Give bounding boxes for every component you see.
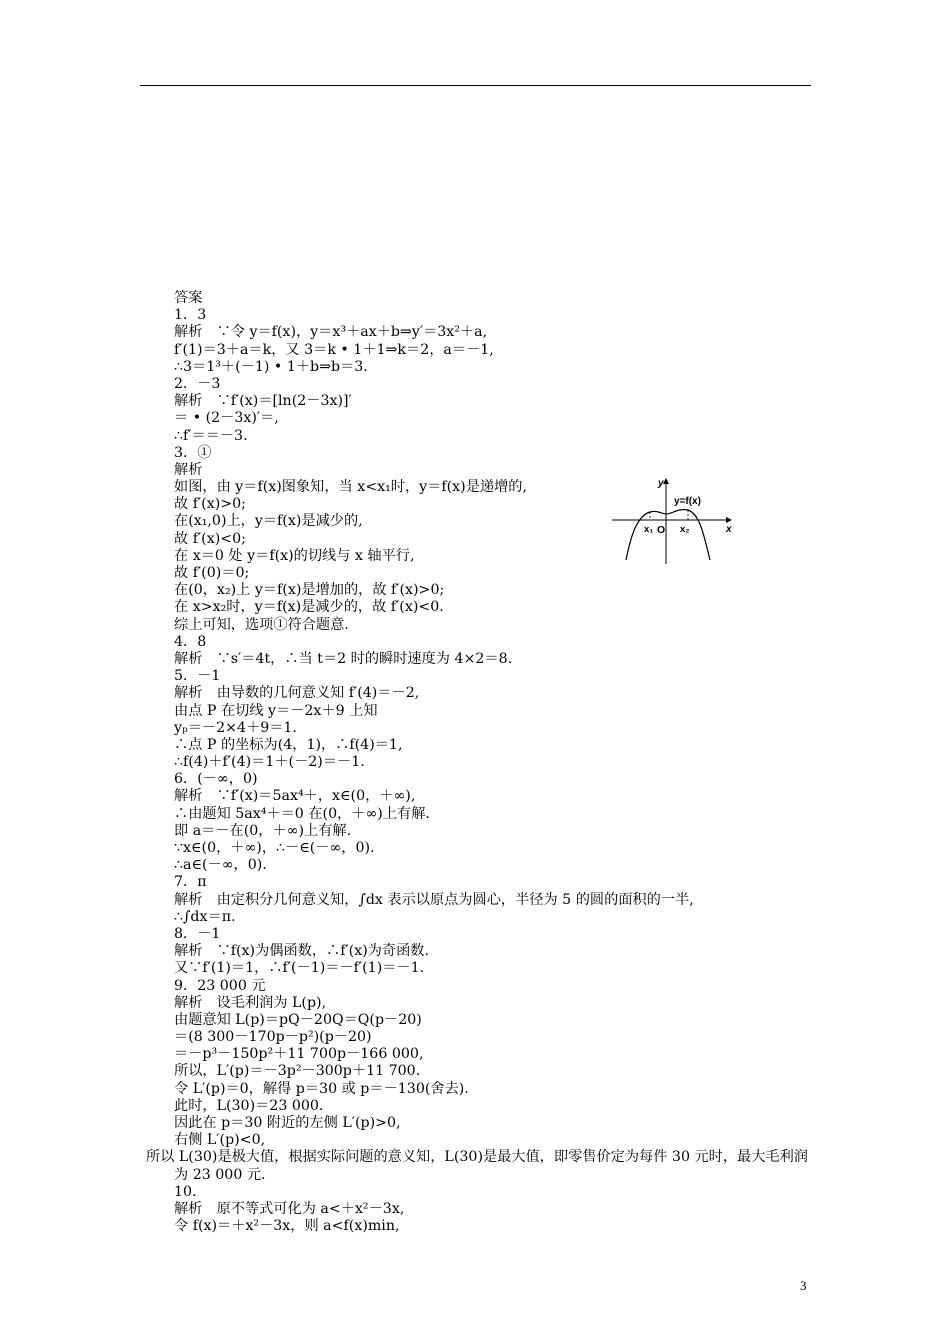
text-line: 故 f′(x)>0; bbox=[174, 496, 246, 513]
x1-label: x₁ bbox=[644, 524, 654, 535]
x-axis-arrow-icon bbox=[726, 517, 732, 523]
text-line: 解析 由导数的几何意义知 f′(4)＝－2, bbox=[174, 685, 420, 702]
text-line: 4．8 bbox=[174, 633, 207, 650]
text-line: 由题意知 L(p)＝pQ－20Q＝Q(p－20) bbox=[174, 1011, 422, 1028]
text-line: 8．－1 bbox=[174, 925, 221, 942]
text-line-wrapped: 所以 L(30)是极大值，根据实际问题的意义知，L(30)是最大值，即零售价定为每件 30 元时，最大毛利润为 23 000 元. bbox=[146, 1149, 808, 1183]
text-line: 解析 ∵f(x)为偶函数，∴f′(x)为奇函数. bbox=[174, 943, 430, 960]
text-line: 在(x₁,0)上，y＝f(x)是减少的, bbox=[174, 513, 363, 530]
text-line: 解析 ∵f′(x)＝5ax⁴＋，x∈(0，＋∞), bbox=[174, 788, 416, 805]
text-line: ∴f(4)＋f′(4)＝1＋(－2)＝－1. bbox=[174, 754, 365, 771]
function-graph bbox=[608, 474, 738, 566]
text-line: 故 f′(x)<0; bbox=[174, 530, 246, 547]
text-line: 2．－3 bbox=[174, 375, 221, 392]
text-line: 故 f′(0)＝0; bbox=[174, 565, 250, 581]
text-line: 令 L′(p)＝0，解得 p＝30 或 p＝－130(舍去). bbox=[174, 1080, 469, 1097]
text-line: 令 f(x)＝＋x²－3x，则 a<f(x)min, bbox=[174, 1218, 400, 1235]
text-line: 9．23 000 元 bbox=[174, 977, 266, 994]
text-line: 解析 原不等式可化为 a<＋x²－3x, bbox=[174, 1200, 405, 1217]
page-number: 3 bbox=[800, 1278, 807, 1293]
text-line: ∴f′＝＝－3. bbox=[174, 427, 248, 444]
curve-label: y=f(x) bbox=[674, 496, 701, 507]
text-line: yₚ＝－2×4＋9＝1. bbox=[174, 719, 297, 736]
text-line: 解析 由定积分几何意义知，∫dx 表示以原点为圆心，半径为 5 的圆的面积的一半, bbox=[174, 891, 694, 908]
text-line: 7．π bbox=[174, 874, 207, 891]
text-line: 如图，由 y＝f(x)图象知，当 x<x₁时，y＝f(x)是递增的, bbox=[174, 479, 527, 496]
function-curve bbox=[626, 510, 710, 560]
text-line: ∴3＝1³＋(－1) • 1＋b⇒b＝3. bbox=[174, 358, 368, 375]
text-line: 综上可知，选项①符合题意. bbox=[174, 616, 349, 633]
x-axis-label: x bbox=[726, 524, 732, 535]
text-line: 由点 P 在切线 y＝－2x＋9 上知 bbox=[174, 702, 378, 719]
text-line: 在(0，x₂)上 y＝f(x)是增加的，故 f′(x)>0; bbox=[174, 582, 445, 599]
text-line: 又∵f′(1)＝1，∴f′(－1)＝－f′(1)＝－1. bbox=[174, 960, 425, 977]
origin-label: O bbox=[657, 524, 666, 536]
y-axis-label: y bbox=[658, 478, 664, 489]
header-rule bbox=[140, 85, 811, 86]
text-line: 因此在 p＝30 附近的左侧 L′(p)>0, bbox=[174, 1115, 401, 1131]
text-line: f′(1)＝3＋a＝k，又 3＝k • 1＋1⇒k＝2，a＝－1, bbox=[174, 341, 494, 358]
text-line: 6．(－∞，0) bbox=[174, 771, 258, 788]
text-line: ＝－p³－150p²＋11 700p－166 000, bbox=[174, 1046, 424, 1063]
text-line: ∴由题知 5ax⁴＋＝0 在(0，＋∞)上有解. bbox=[174, 805, 430, 822]
text-line: 解析 ∵令 y＝f(x)，y＝x³＋ax＋b⇒y′＝3x²＋a, bbox=[174, 324, 488, 341]
text-line: ＝ • (2－3x)′＝, bbox=[174, 410, 279, 427]
text-line: 在 x>x₂时，y＝f(x)是减少的，故 f′(x)<0. bbox=[174, 599, 444, 616]
text-line: 此时，L(30)＝23 000. bbox=[174, 1097, 324, 1114]
y-axis-arrow-icon bbox=[663, 478, 669, 484]
text-line: 右侧 L′(p)<0, bbox=[174, 1132, 266, 1149]
text-line: 解析 bbox=[174, 461, 203, 478]
text-line: 所以，L′(p)＝－3p²－300p＋11 700. bbox=[174, 1063, 421, 1080]
text-line: 在 x＝0 处 y＝f(x)的切线与 x 轴平行, bbox=[174, 547, 415, 564]
text-line: ∵x∈(0，＋∞)，∴－∈(－∞，0). bbox=[174, 840, 375, 856]
text-line: 5．－1 bbox=[174, 668, 221, 685]
text-line: 10. bbox=[174, 1183, 197, 1200]
text-line: 3．① bbox=[174, 444, 212, 461]
text-line: ∴点 P 的坐标为(4，1)，∴f(4)＝1, bbox=[174, 736, 403, 753]
text-line: 解析 设毛利润为 L(p), bbox=[174, 994, 327, 1011]
text-line: 1．3 bbox=[174, 307, 207, 324]
text-line: ∴a∈(－∞，0). bbox=[174, 857, 267, 874]
text-line: 解析 ∵s′＝4t，∴当 t＝2 时的瞬时速度为 4×2＝8. bbox=[174, 650, 513, 667]
text-line: ∴∫dx＝π. bbox=[174, 908, 236, 925]
text-line: 即 a＝－在(0，＋∞)上有解. bbox=[174, 822, 352, 839]
text-line: 解析 ∵f′(x)＝[ln(2－3x)]′ bbox=[174, 393, 352, 410]
x2-label: x₂ bbox=[680, 524, 690, 535]
text-line: 答案 bbox=[174, 290, 203, 306]
answer-text bbox=[146, 290, 814, 1235]
text-line: ＝(8 300－170p－p²)(p－20) bbox=[174, 1029, 372, 1046]
